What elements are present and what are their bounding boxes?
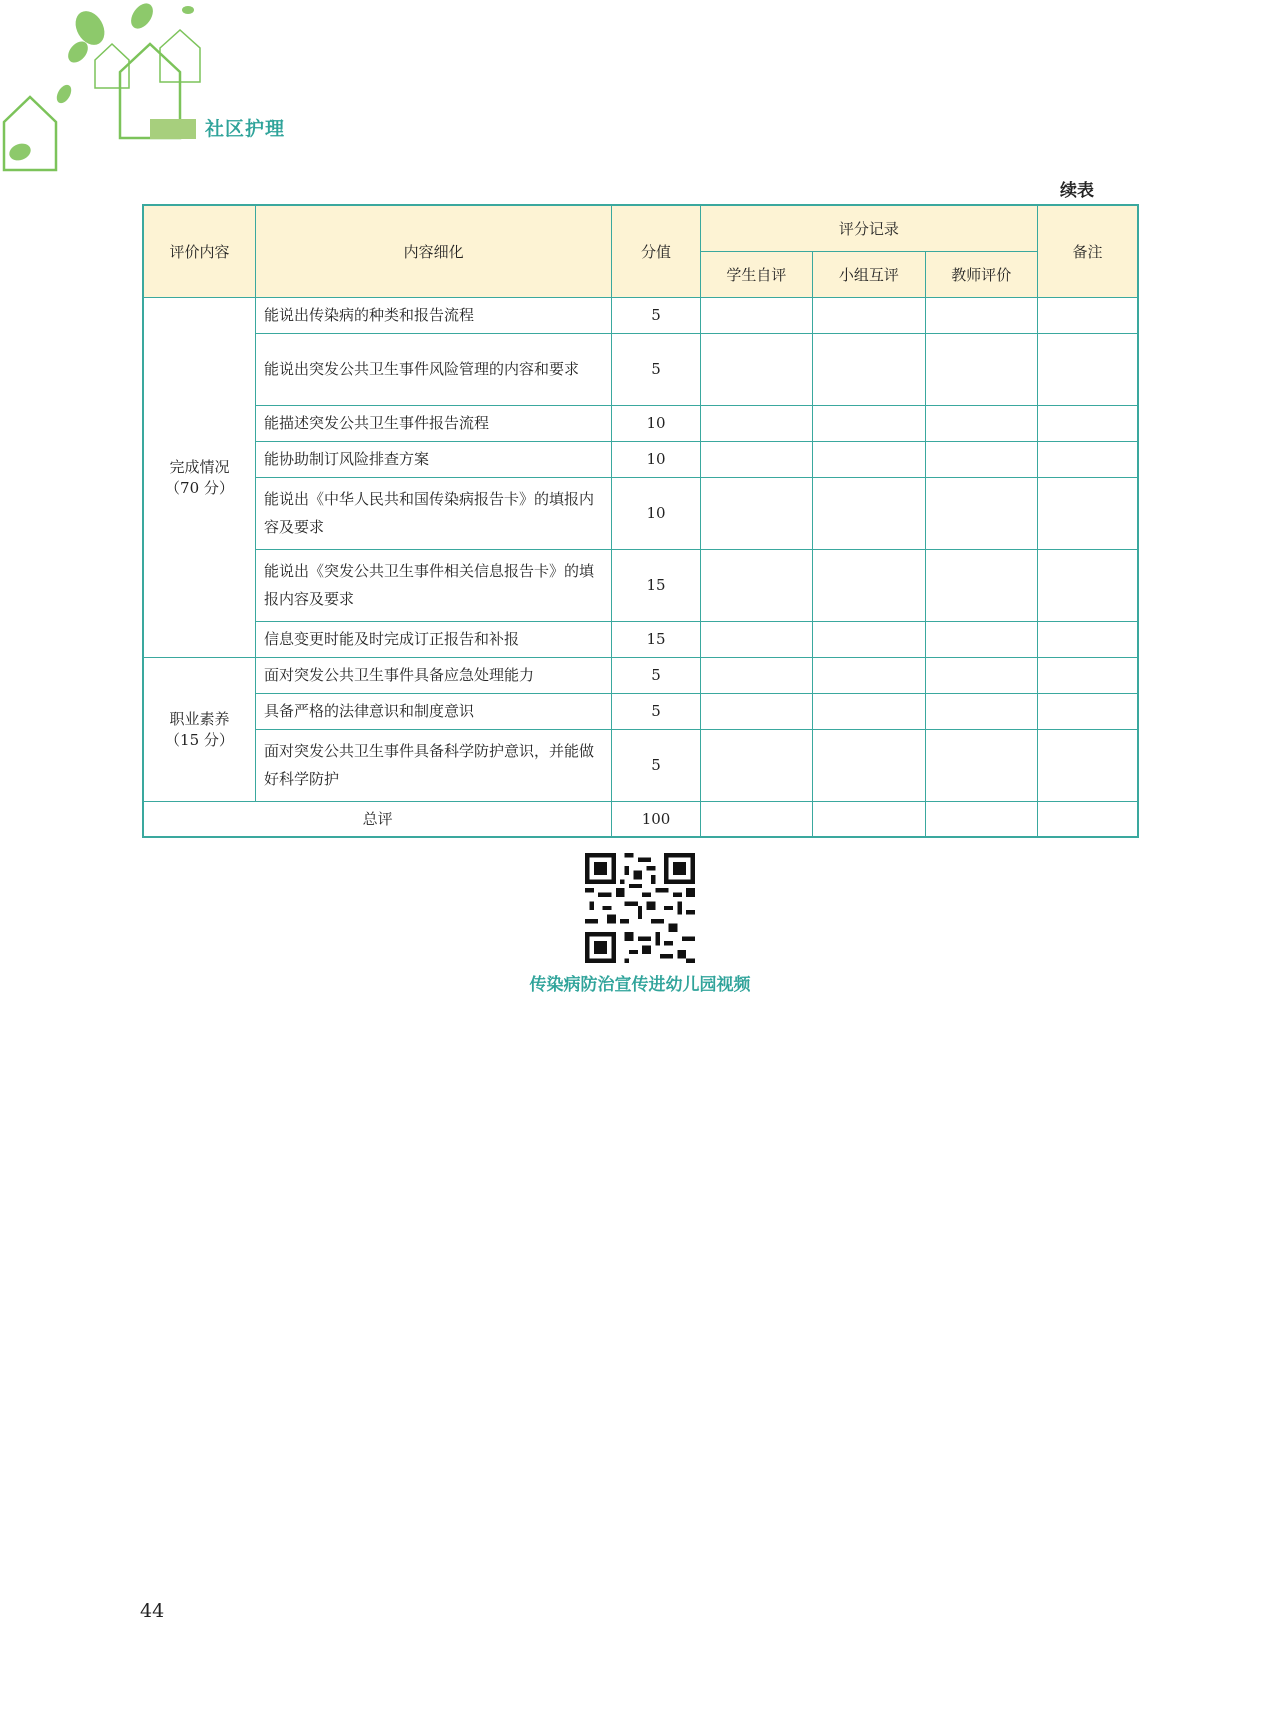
table-row xyxy=(143,729,1138,801)
teacher-eval-cell[interactable] xyxy=(925,333,1037,405)
group-eval-cell[interactable] xyxy=(813,801,925,837)
detail-cell: 能说出传染病的种类和报告流程 xyxy=(255,297,611,333)
leaf-icon xyxy=(7,141,33,164)
header-record: 评分记录 xyxy=(700,205,1037,251)
page-number: 44 xyxy=(140,1600,165,1622)
score-cell: 15 xyxy=(612,621,700,657)
detail-cell: 能描述突发公共卫生事件报告流程 xyxy=(255,405,611,441)
total-row xyxy=(143,801,1138,837)
group-cell xyxy=(143,297,255,657)
group-eval-cell[interactable] xyxy=(813,477,925,549)
header-remark: 备注 xyxy=(1038,205,1138,297)
remark-cell[interactable] xyxy=(1038,477,1138,549)
score-cell: 5 xyxy=(612,693,700,729)
header-detail: 内容细化 xyxy=(255,205,611,297)
table-row xyxy=(143,621,1138,657)
self-eval-cell[interactable] xyxy=(700,801,812,837)
continued-label: 续表 xyxy=(1060,181,1094,201)
detail-cell: 具备严格的法律意识和制度意识 xyxy=(255,693,611,729)
self-eval-cell[interactable] xyxy=(700,693,812,729)
table-row xyxy=(143,693,1138,729)
self-eval-cell[interactable] xyxy=(700,297,812,333)
leaf-icon xyxy=(54,82,74,105)
teacher-eval-cell[interactable] xyxy=(925,441,1037,477)
group-eval-cell[interactable] xyxy=(813,729,925,801)
total-score: 100 xyxy=(612,801,700,837)
group-eval-cell[interactable] xyxy=(813,549,925,621)
table-row xyxy=(143,333,1138,405)
table-row xyxy=(143,657,1138,693)
remark-cell[interactable] xyxy=(1038,729,1138,801)
remark-cell[interactable] xyxy=(1038,333,1138,405)
detail-cell: 能说出突发公共卫生事件风险管理的内容和要求 xyxy=(255,333,611,405)
house-outline-icon xyxy=(4,97,56,170)
group-points: （70 分） xyxy=(165,479,234,497)
teacher-eval-cell[interactable] xyxy=(925,297,1037,333)
table-row xyxy=(143,405,1138,441)
self-eval-cell[interactable] xyxy=(700,477,812,549)
table-row xyxy=(143,297,1138,333)
self-eval-cell[interactable] xyxy=(700,657,812,693)
header-self-eval: 学生自评 xyxy=(700,251,812,297)
score-cell: 15 xyxy=(612,549,700,621)
teacher-eval-cell[interactable] xyxy=(925,693,1037,729)
detail-cell: 面对突发公共卫生事件具备科学防护意识，并能做好科学防护 xyxy=(255,729,611,801)
detail-cell: 信息变更时能及时完成订正报告和补报 xyxy=(255,621,611,657)
score-cell: 5 xyxy=(612,333,700,405)
header-group-eval: 小组互评 xyxy=(813,251,925,297)
teacher-eval-cell[interactable] xyxy=(925,657,1037,693)
self-eval-cell[interactable] xyxy=(700,333,812,405)
table-row xyxy=(143,477,1138,549)
score-cell: 5 xyxy=(612,297,700,333)
header-teacher-eval: 教师评价 xyxy=(925,251,1037,297)
remark-cell[interactable] xyxy=(1038,549,1138,621)
group-eval-cell[interactable] xyxy=(813,441,925,477)
self-eval-cell[interactable] xyxy=(700,405,812,441)
group-eval-cell[interactable] xyxy=(813,693,925,729)
teacher-eval-cell[interactable] xyxy=(925,801,1037,837)
table-row xyxy=(143,549,1138,621)
remark-cell[interactable] xyxy=(1038,297,1138,333)
detail-cell: 能说出《突发公共卫生事件相关信息报告卡》的填报内容及要求 xyxy=(255,549,611,621)
qr-code-icon[interactable] xyxy=(585,853,695,963)
score-cell: 5 xyxy=(612,657,700,693)
detail-cell: 能说出《中华人民共和国传染病报告卡》的填报内容及要求 xyxy=(255,477,611,549)
remark-cell[interactable] xyxy=(1038,657,1138,693)
score-cell: 10 xyxy=(612,405,700,441)
self-eval-cell[interactable] xyxy=(700,441,812,477)
teacher-eval-cell[interactable] xyxy=(925,621,1037,657)
qr-caption: 传染病防治宣传进幼儿园视频 xyxy=(529,975,751,995)
leaf-icon xyxy=(182,6,194,14)
group-points: （15 分） xyxy=(165,731,234,749)
group-eval-cell[interactable] xyxy=(813,621,925,657)
table-row xyxy=(143,441,1138,477)
remark-cell[interactable] xyxy=(1038,405,1138,441)
score-cell: 10 xyxy=(612,477,700,549)
group-name: 完成情况 xyxy=(169,458,230,476)
remark-cell[interactable] xyxy=(1038,801,1138,837)
evaluation-table xyxy=(142,204,1139,838)
group-eval-cell[interactable] xyxy=(813,333,925,405)
teacher-eval-cell[interactable] xyxy=(925,477,1037,549)
group-name: 职业素养 xyxy=(169,710,230,728)
header-accent-bar xyxy=(150,119,196,139)
teacher-eval-cell[interactable] xyxy=(925,729,1037,801)
leaf-icon xyxy=(127,0,158,33)
remark-cell[interactable] xyxy=(1038,693,1138,729)
header-decoration xyxy=(0,0,300,180)
score-cell: 5 xyxy=(612,729,700,801)
detail-cell: 面对突发公共卫生事件具备应急处理能力 xyxy=(255,657,611,693)
group-eval-cell[interactable] xyxy=(813,405,925,441)
total-label: 总评 xyxy=(143,801,612,837)
header-content: 评价内容 xyxy=(143,205,255,297)
self-eval-cell[interactable] xyxy=(700,729,812,801)
group-eval-cell[interactable] xyxy=(813,657,925,693)
remark-cell[interactable] xyxy=(1038,621,1138,657)
house-outline-icon xyxy=(95,44,129,88)
score-cell: 10 xyxy=(612,441,700,477)
group-cell xyxy=(143,657,255,801)
detail-cell: 能协助制订风险排查方案 xyxy=(255,441,611,477)
group-eval-cell[interactable] xyxy=(813,297,925,333)
self-eval-cell[interactable] xyxy=(700,549,812,621)
self-eval-cell[interactable] xyxy=(700,621,812,657)
teacher-eval-cell[interactable] xyxy=(925,549,1037,621)
teacher-eval-cell[interactable] xyxy=(925,405,1037,441)
header-score: 分值 xyxy=(612,205,700,297)
remark-cell[interactable] xyxy=(1038,441,1138,477)
section-title: 社区护理 xyxy=(205,118,286,140)
